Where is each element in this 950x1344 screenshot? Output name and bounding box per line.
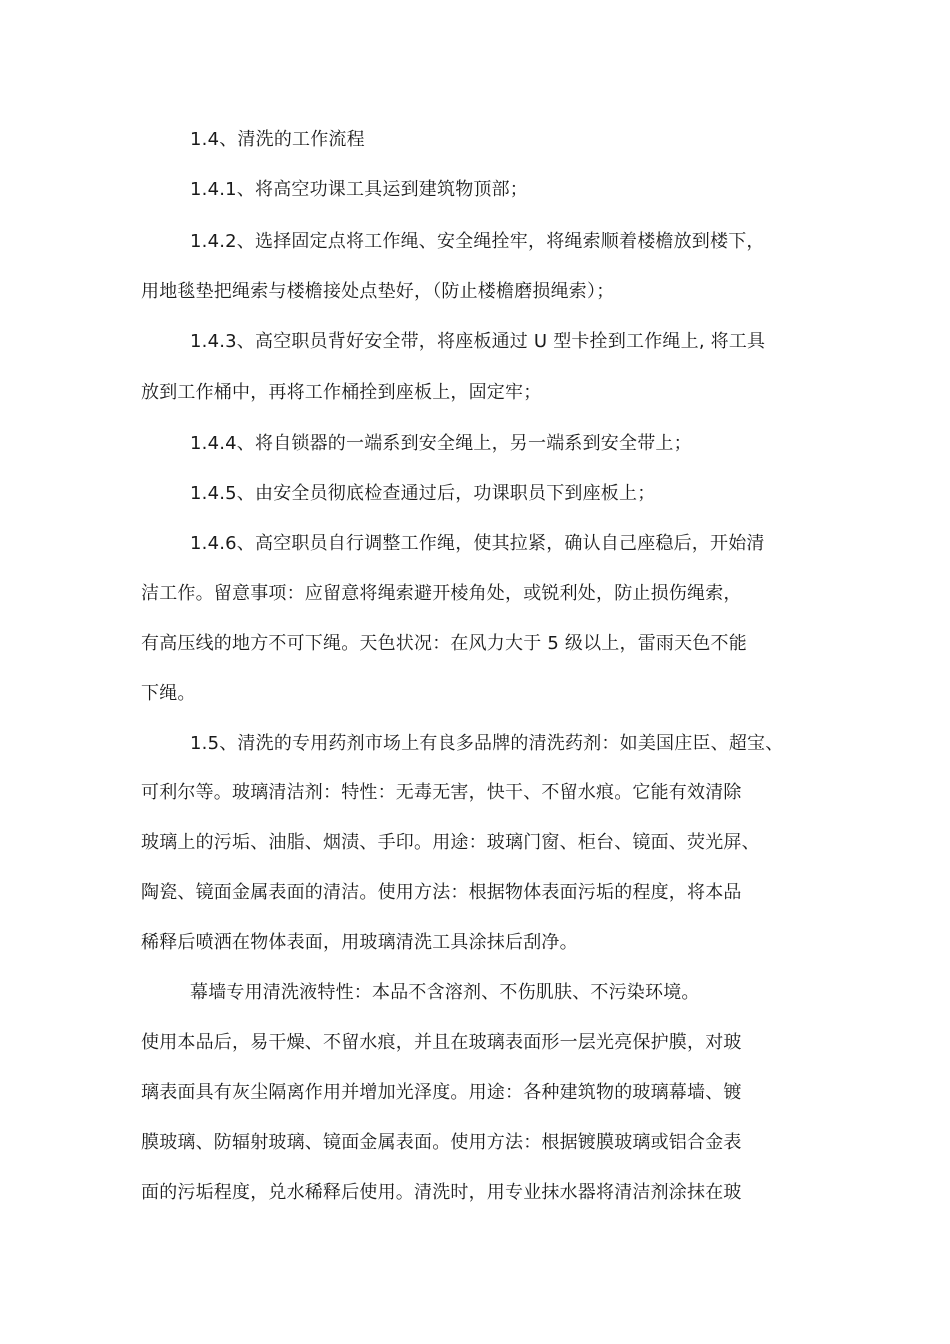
section-1-5-cont-1: 可利尔等。玻璃清洁剂：特性：无毒无害，快干、不留水痕。它能有效清除 [141, 782, 742, 803]
step-1-4-4: 1.4.4、将自锁器的一端系到安全绳上，另一端系到安全带上； [190, 433, 692, 454]
step-1-4-6-cont-2: 有高压线的地方不可下绳。天色状况：在风力大于 5 级以上，雷雨天色不能 [141, 633, 747, 654]
step-1-4-2-cont: 用地毯垫把绳索与楼檐接处点垫好，（防止楼檐磨损绳索）； [141, 281, 615, 302]
section-heading-1-4: 1.4、清洗的工作流程 [190, 129, 365, 150]
curtain-wall-cleaner-paragraph: 幕墙专用清洗液特性：本品不含溶剂、不伤肌肤、不污染环境。 [190, 982, 700, 1003]
curtain-wall-cleaner-cont-4: 面的污垢程度，兑水稀释后使用。清洗时，用专业抹水器将清洁剂涂抹在玻 [141, 1182, 742, 1203]
curtain-wall-cleaner-cont-3: 膜玻璃、防辐射玻璃、镜面金属表面。使用方法：根据镀膜玻璃或铝合金表 [141, 1132, 742, 1153]
section-1-5: 1.5、清洗的专用药剂市场上有良多品牌的清洗药剂：如美国庄臣、超宝、 [190, 733, 784, 754]
section-1-5-cont-4: 稀释后喷洒在物体表面，用玻璃清洗工具涂抹后刮净。 [141, 932, 578, 953]
step-1-4-1: 1.4.1、将高空功课工具运到建筑物顶部； [190, 179, 528, 200]
step-1-4-3: 1.4.3、高空职员背好安全带，将座板通过 U 型卡拴到工作绳上, 将工具 [190, 331, 766, 352]
step-1-4-6: 1.4.6、高空职员自行调整工作绳，使其拉紧，确认自己座稳后，开始清 [190, 533, 765, 554]
section-1-5-cont-3: 陶瓷、镜面金属表面的清洁。使用方法：根据物体表面污垢的程度，将本品 [141, 882, 742, 903]
step-1-4-5: 1.4.5、由安全员彻底检查通过后，功课职员下到座板上； [190, 483, 656, 504]
section-1-5-cont-2: 玻璃上的污垢、油脂、烟渍、手印。用途：玻璃门窗、柜台、镜面、荧光屏、 [141, 832, 760, 853]
step-1-4-6-cont-3: 下绳。 [141, 683, 196, 704]
curtain-wall-cleaner-cont-1: 使用本品后，易干燥、不留水痕，并且在玻璃表面形一层光亮保护膜，对玻 [141, 1032, 742, 1053]
step-1-4-6-cont-1: 洁工作。留意事项：应留意将绳索避开棱角处，或锐利处，防止损伤绳索， [141, 583, 742, 604]
step-1-4-3-cont: 放到工作桶中，再将工作桶拴到座板上，固定牢； [141, 382, 542, 403]
step-1-4-2: 1.4.2、选择固定点将工作绳、安全绳拴牢，将绳索顺着楼檐放到楼下， [190, 231, 765, 252]
curtain-wall-cleaner-cont-2: 璃表面具有灰尘隔离作用并增加光泽度。用途：各种建筑物的玻璃幕墙、镀 [141, 1082, 742, 1103]
